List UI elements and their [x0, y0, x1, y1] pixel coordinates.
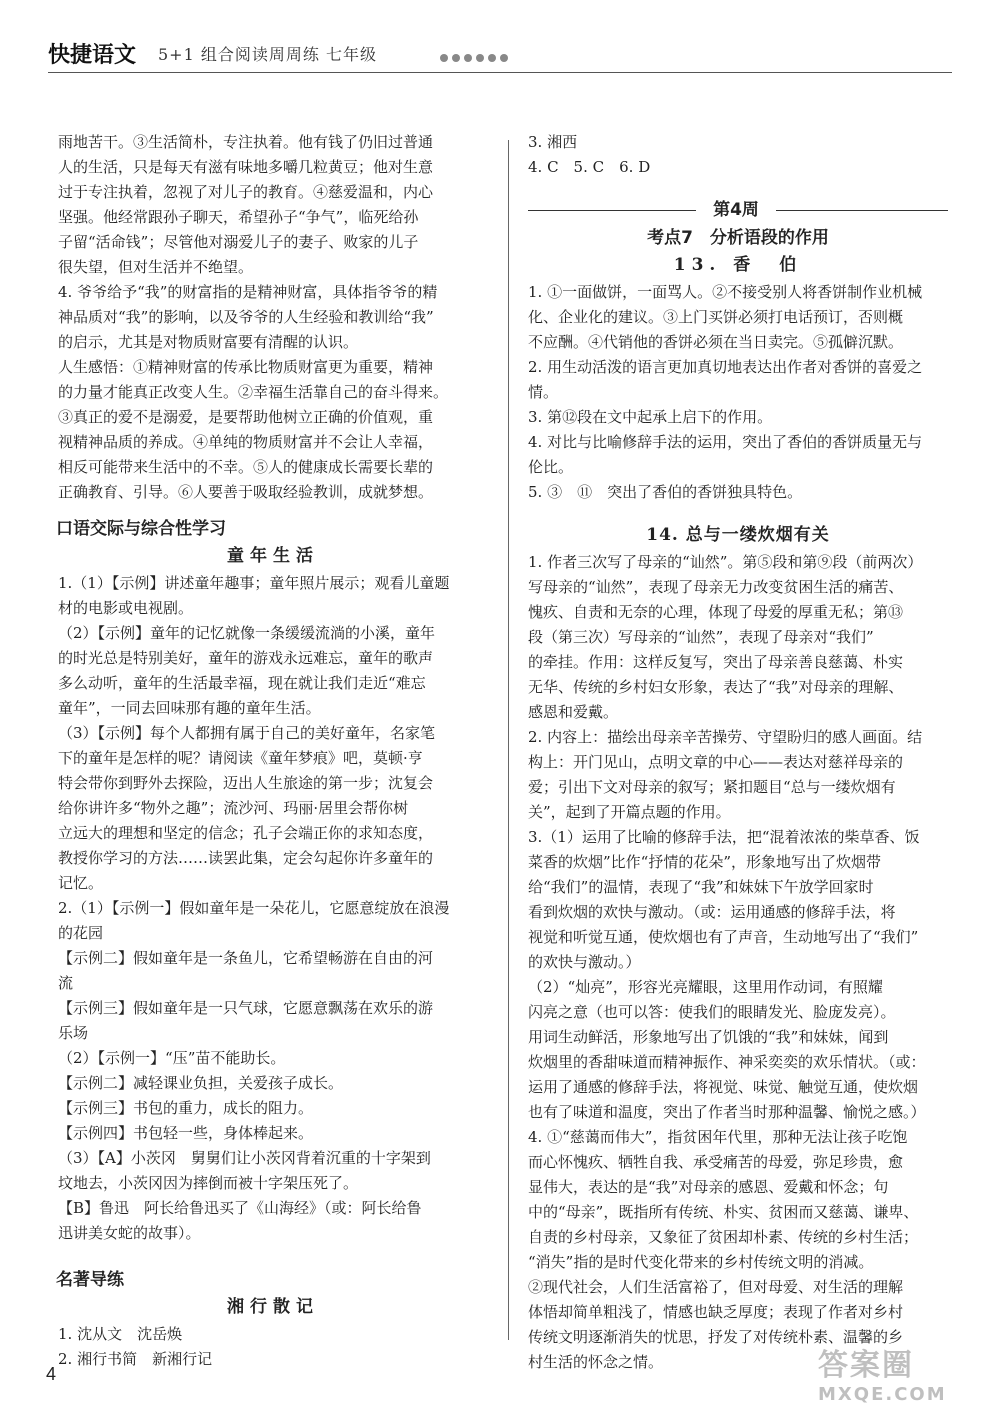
text-line: 1.（1）【示例】讲述童年趣事；童年照片展示；观看儿童题 [58, 574, 450, 592]
text-line: （2）【示例一】“压”苗不能助长。 [58, 1049, 286, 1067]
text-line: 过于专注执着，忽视了对儿子的教育。④慈爱温和，内心 [58, 183, 434, 201]
section-heading-oral: 口语交际与综合性学习 [56, 519, 226, 539]
classics-title: 湘行散记 [227, 1297, 319, 1317]
section-heading-classics: 名著导练 [56, 1270, 124, 1290]
text-line: 视精神品质的养成。④单纯的物质财富并不会让人幸福， [58, 433, 434, 451]
text-line: 化、企业化的建议。③上门买饼必须打电话预订，否则概 [528, 308, 904, 326]
exam-point-title: 考点7 分析语段的作用 [647, 228, 829, 248]
dot-icon [440, 54, 448, 62]
left-column [58, 130, 488, 1372]
text-line: 段（第三次）写母亲的“讪然”，表现了母亲对“我们” [528, 628, 874, 646]
text-line: 不应酬。④代销他的香饼必须在当日卖完。⑤孤僻沉默。 [528, 333, 904, 351]
text-line: 相反可能带来生活中的不幸。⑤人的健康成长需要长辈的 [58, 458, 434, 476]
text-line: 【示例三】假如童年是一只气球，它愿意飘荡在欢乐的游 [58, 999, 434, 1017]
text-line: （3）【A】小茨冈 舅舅们让小茨冈背着沉重的十字架到 [58, 1149, 431, 1167]
week-rule-left [528, 210, 696, 211]
text-line: 1. 作者三次写了母亲的“讪然”。第⑤段和第⑨段（前两次） [528, 553, 923, 571]
article-14-title: 14. 总与一缕炊烟有关 [646, 525, 830, 545]
dot-icon [464, 54, 472, 62]
column-divider [508, 140, 509, 1340]
text-line: 特会带你到野外去探险，迈出人生旅途的第一步；沈复会 [58, 774, 434, 792]
text-line: 人生感悟：①精神财富的传承比物质财富更为重要，精神 [58, 358, 434, 376]
page-number: 4 [46, 1364, 57, 1384]
article-14-answers [528, 550, 948, 1375]
page-header [48, 38, 952, 78]
text-line: 看到炊烟的欢快与激动。（或：运用通感的修辞手法，将 [528, 903, 896, 921]
text-line: 【示例二】减轻课业负担，关爱孩子成长。 [58, 1074, 344, 1092]
text-line: 愧疚、自责和无奈的心理，体现了母爱的厚重无私；第⑬ [528, 603, 904, 621]
text-line: 3. 第⑫段在文中起承上启下的作用。 [528, 408, 773, 426]
book-subtitle: 5+1 组合阅读周周练 七年级 [158, 45, 377, 64]
text-line: 运用了通感的修辞手法，将视觉、味觉、触觉互通，使炊烟 [528, 1078, 919, 1096]
text-line: （3）【示例】每个人都拥有属于自己的美好童年，名家笔 [58, 724, 436, 742]
text-line: 而心怀愧疚、牺牲自我、承受痛苦的母爱，弥足珍贵，愈 [528, 1153, 904, 1171]
text-line: 视觉和听觉互通，使炊烟也有了声音，生动地写出了“我们” [528, 928, 919, 946]
text-line: 下的童年是怎样的呢？请阅读《童年梦痕》吧，莫顿·亨 [58, 749, 423, 767]
text-line: 4. 对比与比喻修辞手法的运用，突出了香伯的香饼质量无与 [528, 433, 923, 451]
text-line: 记忆。 [58, 874, 104, 892]
text-line: 2. 内容上：描绘出母亲辛苦操劳、守望盼归的感人画面。结 [528, 728, 923, 746]
answer-q4 [58, 280, 488, 505]
text-line: 流 [58, 974, 74, 992]
text-line: 的时光总是特别美好，童年的游戏永远难忘，童年的歌声 [58, 649, 434, 667]
text-line: 子留“活命钱”；尽管他对溺爱儿子的妻子、败家的儿子 [58, 233, 419, 251]
text-line: 菜香的炊烟”比作“抒情的花朵”，形象地写出了炊烟带 [528, 853, 882, 871]
text-line: 4. 爷爷给予“我”的财富指的是精神财富，具体指爷爷的精 [58, 283, 438, 301]
text-line: 1. 沈从文 沈岳焕 [58, 1325, 183, 1343]
text-line: 闪亮之意（也可以答：使我们的眼睛发光、脸庞发亮）。 [528, 1003, 896, 1021]
text-line: 感恩和爱戴。 [528, 703, 619, 721]
text-line: 5. ③ ⑪ 突出了香伯的香饼独具特色。 [528, 483, 803, 501]
text-line: 教授你学习的方法……读罢此集，定会勾起你许多童年的 [58, 849, 434, 867]
dot-icon [488, 54, 496, 62]
text-line: 2.（1）【示例一】假如童年是一朵花儿，它愿意绽放在浪漫 [58, 899, 450, 917]
text-line: 情。 [528, 383, 559, 401]
text-line: 【示例三】书包的重力，成长的阻力。 [58, 1099, 314, 1117]
text-line: 坟地去，小茨冈因为摔倒而被十字架压死了。 [58, 1174, 359, 1192]
text-line: 4. C 5. C 6. D [528, 158, 651, 176]
answer-continuation [58, 130, 488, 280]
dot-icon [500, 54, 508, 62]
text-line: 乐场 [58, 1024, 89, 1042]
text-line: 无华、传统的乡村妇女形象，表达了“我”对母亲的理解、 [528, 678, 904, 696]
text-line: 【示例二】假如童年是一条鱼儿，它希望畅游在自由的河 [58, 949, 434, 967]
answers-top [528, 130, 948, 180]
text-line: 显伟大，表达的是“我”对母亲的感恩、爱戴和怀念；句 [528, 1178, 889, 1196]
text-line: 坚强。他经常跟孙子聊天，希望孙子“争气”，临死给孙 [58, 208, 419, 226]
text-line: 神品质对“我”的影响，以及爷爷的人生经验和教训给“我” [58, 308, 434, 326]
classics-answers [58, 1322, 488, 1372]
text-line: 的花园 [58, 924, 104, 942]
brand-title: 快捷语文 [48, 43, 137, 68]
decorative-dots [440, 47, 512, 66]
text-line: 4. ①“慈蔼而伟大”，指贫困年代里，那种无法让孩子吃饱 [528, 1128, 908, 1146]
text-line: 雨地苦干。③生活简朴，专注执着。他有钱了仍旧过普通 [58, 133, 434, 151]
text-line: 爱；引出下文对母亲的叙写；紧扣题目“总与一缕炊烟有 [528, 778, 896, 796]
text-line: 童年”，一同去回味那有趣的童年生活。 [58, 699, 321, 717]
text-line: 迅讲美女蛇的故事）。 [58, 1224, 201, 1242]
dot-icon [452, 54, 460, 62]
week-label: 第4周 [696, 198, 776, 223]
text-line: 1. ①一面做饼，一面骂人。②不接受别人将香饼制作业机械 [528, 283, 923, 301]
right-column [528, 130, 948, 1375]
text-line: 构上：开门见山，点明文章的中心——表达对慈祥母亲的 [528, 753, 904, 771]
text-line: 传统文明逐渐消失的忧思，抒发了对传统朴素、温馨的乡 [528, 1328, 904, 1346]
text-line: ②现代社会，人们生活富裕了，但对母爱、对生活的理解 [528, 1278, 904, 1296]
watermark-url: MXQE.COM [818, 1384, 947, 1405]
text-line: 的力量才能真正改变人生。②幸福生活靠自己的奋斗得来。 [58, 383, 449, 401]
text-line: （2）【示例】童年的记忆就像一条缓缓流淌的小溪，童年 [58, 624, 436, 642]
text-line: 的启示，尤其是对物质财富要有清醒的认识。 [58, 333, 359, 351]
text-line: 村生活的怀念之情。 [528, 1353, 664, 1371]
week-rule-right [776, 210, 948, 211]
text-line: （2）“灿亮”，形容光亮耀眼，这里用作动词，有照耀 [528, 978, 883, 996]
text-line: 的牵挂。作用：这样反复写，突出了母亲善良慈蔼、朴实 [528, 653, 904, 671]
oral-answers [58, 571, 488, 1246]
text-line: 写母亲的“讪然”，表现了母亲无力改变贫困生活的痛苦、 [528, 578, 904, 596]
text-line: 关”，起到了开篇点题的作用。 [528, 803, 731, 821]
text-line: 2. 用生动活泼的语言更加真切地表达出作者对香饼的喜爱之 [528, 358, 923, 376]
oral-topic-title: 童年生活 [227, 546, 319, 566]
text-line: 也有了味道和温度，突出了作者当时那种温馨、愉悦之感。） [528, 1103, 926, 1121]
text-line: 炊烟里的香甜味道而精神振作、神采奕奕的欢乐情状。（或： [528, 1053, 926, 1071]
article-13-answers [528, 280, 948, 505]
text-line: 【示例四】书包轻一些，身体棒起来。 [58, 1124, 314, 1142]
text-line: ③真正的爱不是溺爱，是要帮助他树立正确的价值观，重 [58, 408, 434, 426]
text-line: 的欢快与激动。） [528, 953, 641, 971]
text-line: 体悟却简单粗浅了，情感也缺乏厚度；表现了作者对乡村 [528, 1303, 904, 1321]
article-13-title: 13. 香 伯 [673, 255, 803, 275]
text-line: 材的电影或电视剧。 [58, 599, 194, 617]
dot-icon [476, 54, 484, 62]
text-line: 【B】鲁迅 阿长给鲁迅买了《山海经》（或：阿长给鲁 [58, 1199, 422, 1217]
site-watermark [818, 1340, 988, 1404]
text-line: 3. 湘西 [528, 133, 578, 151]
header-divider [48, 72, 952, 73]
text-line: 给你讲许多“物外之趣”；流沙河、玛丽·居里会帮你树 [58, 799, 409, 817]
watermark-logo-text: 答案圈 [818, 1348, 914, 1383]
week-header [528, 198, 948, 224]
text-line: 多么动听，童年的生活最幸福，现在就让我们走近“难忘 [58, 674, 426, 692]
text-line: 给“我们”的温情，表现了“我”和妹妹下午放学回家时 [528, 878, 874, 896]
text-line: 自责的乡村母亲，又象征了贫困却朴素、传统的乡村生活； [528, 1228, 919, 1246]
text-line: 3.（1）运用了比喻的修辞手法，把“混着浓浓的柴草香、饭 [528, 828, 920, 846]
text-line: 人的生活，只是每天有滋有味地多嚼几粒黄豆；他对生意 [58, 158, 434, 176]
text-line: 用词生动鲜活，形象地写出了饥饿的“我”和妹妹，闻到 [528, 1028, 889, 1046]
text-line: 中的“母亲”，既指所有传统、朴实、贫困而又慈蔼、谦卑、 [528, 1203, 919, 1221]
text-line: 2. 湘行书简 新湘行记 [58, 1350, 213, 1368]
text-line: 很失望，但对生活并不绝望。 [58, 258, 254, 276]
text-line: 正确教育、引导。⑥人要善于吸取经验教训，成就梦想。 [58, 483, 434, 501]
text-line: 伦比。 [528, 458, 574, 476]
text-line: “消失”指的是时代变化带来的乡村传统文明的消减。 [528, 1253, 874, 1271]
text-line: 立远大的理想和坚定的信念；孔子会端正你的求知态度， [58, 824, 434, 842]
